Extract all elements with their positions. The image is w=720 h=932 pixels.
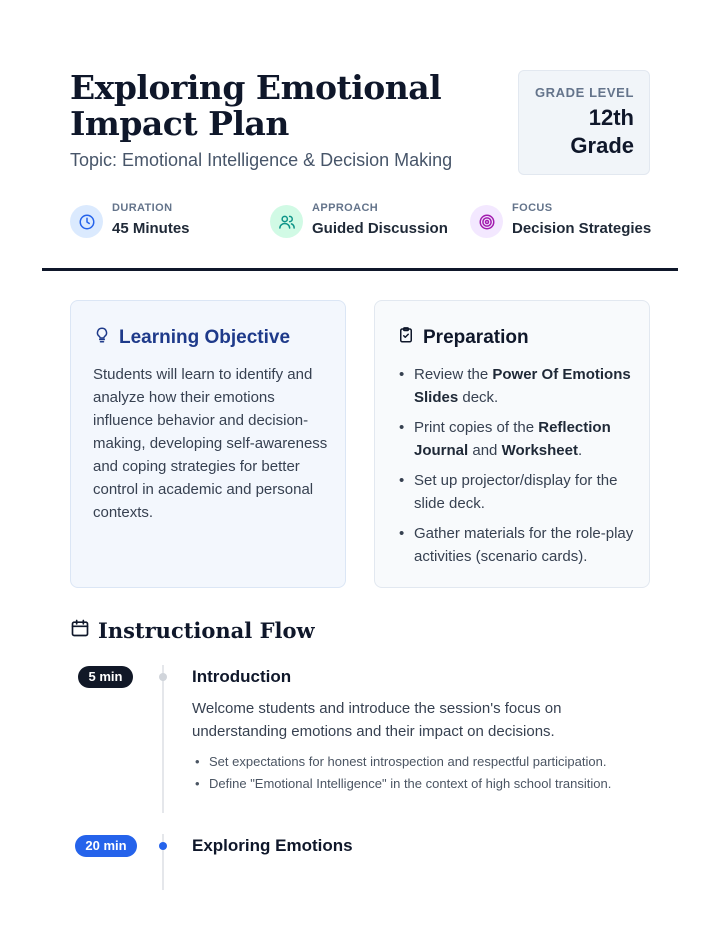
preparation-title: Preparation — [423, 326, 529, 348]
timeline-line — [162, 665, 164, 813]
time-badge: 5 min — [78, 666, 133, 688]
grade-level-card — [518, 70, 650, 175]
objective-text: Students will learn to identify and analyze how their emotions influence behavior and decision-making, developing self-awareness and coping strategies for better control in academic and personal contexts. — [93, 366, 328, 521]
step-title: Exploring Emotions — [192, 836, 353, 855]
preparation-item: • Review the Power Of Emotions Slides deck. — [397, 363, 637, 409]
grade-value-word: Grade — [570, 133, 634, 158]
step-title: Introduction — [192, 667, 292, 686]
lightbulb-icon — [93, 325, 111, 350]
target-icon — [470, 205, 503, 238]
preparation-item: • Set up projector/display for the slide deck. — [397, 469, 637, 515]
focus-label: FOCUS — [512, 202, 553, 214]
step-bullet: • Set expectations for honest introspection and respectful participation. — [192, 751, 642, 773]
grade-value-number: 12th — [588, 105, 634, 130]
users-icon — [270, 205, 303, 238]
time-badge: 20 min — [75, 835, 137, 857]
grade-level-label: GRADE LEVEL — [534, 85, 634, 100]
meta-focus — [470, 202, 660, 242]
step-bullet-list — [192, 751, 642, 795]
step-description: Welcome students and introduce the session's focus on understanding emotions and their impact on decisions. — [192, 700, 562, 740]
clipboard-check-icon — [397, 325, 415, 350]
approach-value: Guided Discussion — [312, 220, 448, 237]
flow-title: Instructional Flow — [98, 618, 315, 643]
page-title: Exploring Emotional Impact Plan — [70, 68, 442, 143]
step-bullet: • Define "Emotional Intelligence" in the context of high school transition. — [192, 773, 642, 795]
header-divider — [42, 268, 678, 271]
preparation-heading — [397, 325, 529, 350]
objective-heading — [93, 325, 290, 350]
timeline-dot-active — [159, 842, 167, 850]
approach-label: APPROACH — [312, 202, 379, 214]
preparation-item: • Gather materials for the role-play activities (scenario cards). — [397, 522, 637, 568]
focus-value: Decision Strategies — [512, 220, 652, 237]
meta-duration — [70, 202, 260, 242]
preparation-list — [397, 363, 637, 575]
lesson-header — [70, 70, 650, 190]
flow-heading — [70, 618, 315, 643]
grade-level-value — [519, 104, 634, 160]
learning-objective-card — [70, 300, 346, 588]
meta-approach — [270, 202, 460, 242]
objective-title: Learning Objective — [119, 326, 291, 348]
clock-icon — [70, 205, 103, 238]
timeline-dot — [159, 673, 167, 681]
preparation-card — [374, 300, 650, 588]
duration-value: 45 Minutes — [112, 220, 190, 237]
preparation-item: • Print copies of the Reflection Journal and Worksheet. — [397, 416, 637, 462]
duration-label: DURATION — [112, 202, 173, 214]
calendar-icon — [70, 618, 90, 643]
topic-subtitle: Topic: Emotional Intelligence & Decision Making — [70, 150, 453, 170]
